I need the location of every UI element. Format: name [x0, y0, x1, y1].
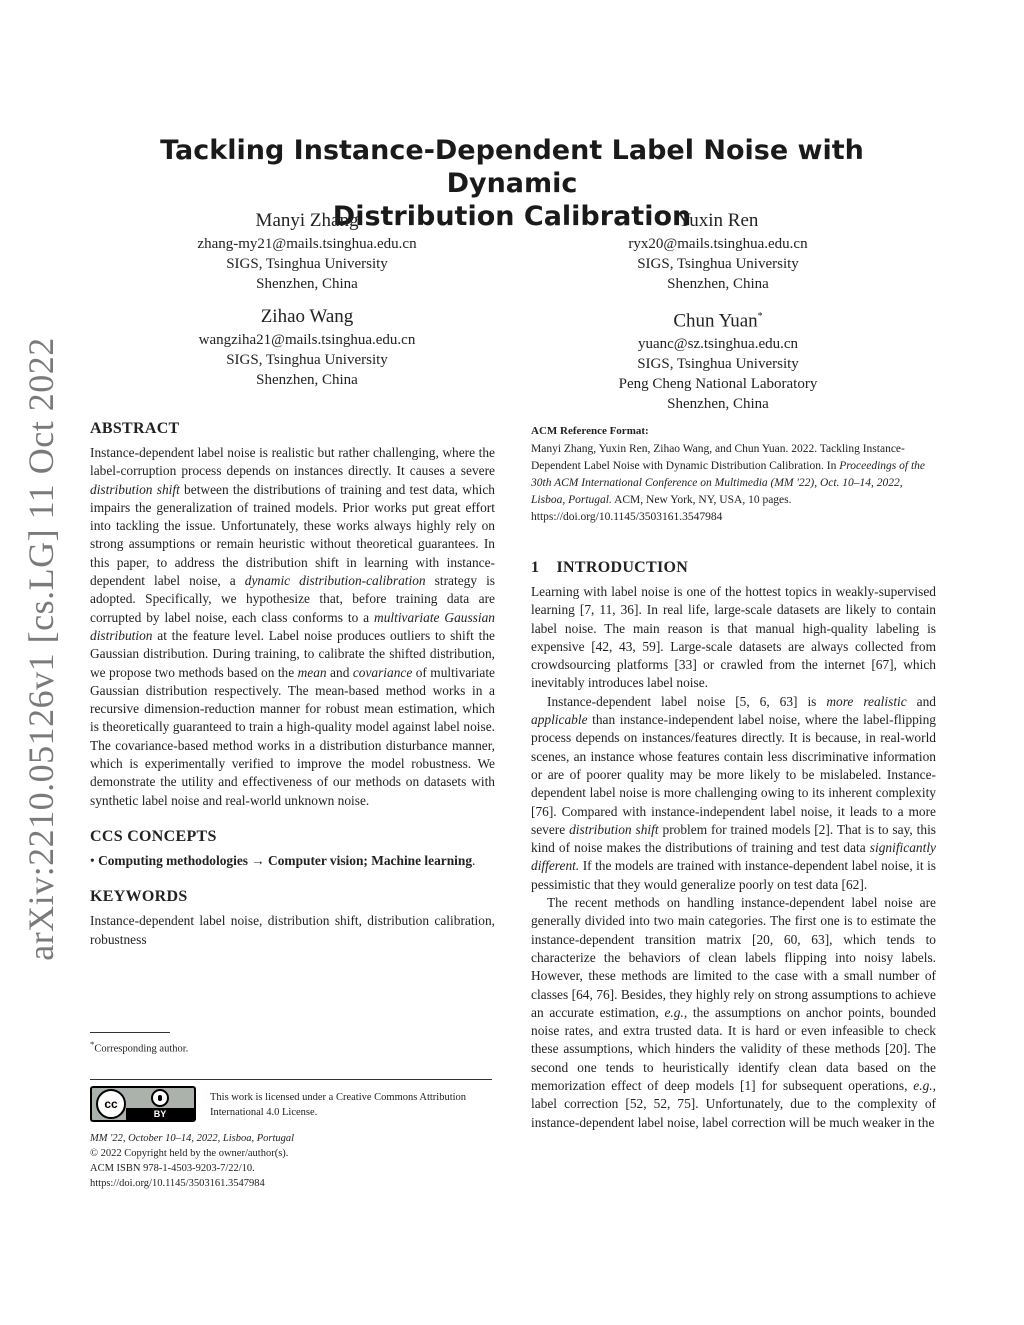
license-text: This work is licensed under a Creative Commons Attribution International 4.0 License. [210, 1092, 467, 1118]
publication-venue: MM '22, October 10–14, 2022, Lisboa, Portugal [90, 1133, 295, 1144]
paragraph-text: , the assumptions on anchor points, bounded noise rates, and extra trusted data. It is hard or even infeasible to check these assumptions, which hinders the validity of these methods [20]. The second one tends to heuristically identify clean data based on the memorization effect of deep models [1] for subsequent operations, [531, 1004, 936, 1094]
publication-isbn: ACM ISBN 978-1-4503-9203-7/22/10. [90, 1163, 255, 1174]
abstract-text: between the distributions of training and test data, which impairs the generalization of trained models. Prior works put great effort into tackling the issue. Unfortunately, these works always highly rely on strong assumptions or remain heuristic without theoretical guarantees. In this paper, to address the distribution shift in learning with instance-dependent label noise, a [90, 481, 495, 589]
author-email: zhang-my21@mails.tsinghua.edu.cn [197, 236, 417, 252]
author-name [568, 304, 868, 334]
cc-by-label: BY [126, 1108, 194, 1120]
abstract-text: of multivariate Gaussian distribution respectively. The mean-based method works in a recursive dimension-reduction manner for robust mean estimation, which is theoretically guaranteed to train a high-quality model against label noise. The covariance-based method works in a distribution disturbance manner, which is experimentally verified to improve the model robustness. We demonstrate the utility and effectiveness of our methods on datasets with synthetic label noise and real-world unknown noise. [90, 664, 495, 808]
author-block-1 [157, 208, 457, 294]
introduction-heading [531, 557, 936, 579]
abstract-heading: ABSTRACT [90, 420, 180, 437]
author-name: Yuxin Ren [677, 210, 759, 231]
right-column [531, 557, 936, 1132]
footnote-rule [90, 1032, 170, 1033]
author-location: Shenzhen, China [667, 276, 769, 292]
author-affiliation-2: Peng Cheng National Laboratory [618, 376, 818, 393]
cc-by-badge [90, 1086, 196, 1122]
intro-paragraph-2 [531, 693, 936, 894]
acm-reference-part: ACM, New York, NY, USA, 10 pages. https://doi.org/10.1145/3503161.3547984 [531, 494, 792, 523]
acm-reference-heading: ACM Reference Format: [531, 425, 649, 437]
cc-by-area [126, 1088, 194, 1120]
abstract-text: and [326, 664, 353, 680]
author-name: Zihao Wang [260, 306, 354, 327]
paragraph-text: , label correction [52, 52, 75]. Unfortunately, due to the complexity of instance-dependent label noise, label correction will be much weaker in the [531, 1078, 936, 1130]
attribution-person-icon [151, 1089, 169, 1107]
footnote-text: Corresponding author. [94, 1043, 189, 1055]
abstract-emphasis: covariance [352, 664, 413, 680]
author-affiliation: SIGS, Tsinghua University [637, 256, 799, 272]
emphasis: e.g. [913, 1078, 933, 1094]
acm-reference-part: Manyi Zhang, Yuxin Ren, Zihao Wang, and Chun Yuan. 2022. Tackling Instance-Dependent Label Noise with Dynamic Distribution Calibration. In [531, 443, 905, 472]
paragraph-text: Instance-dependent label noise [5, 6, 63] is [547, 693, 827, 709]
ccs-heading: CCS CONCEPTS [90, 827, 217, 845]
author-affiliation: SIGS, Tsinghua University [226, 256, 388, 272]
intro-paragraph-1: Learning with label noise is one of the hottest topics in weakly-supervised learning [7, 11, 36]. In real life, large-scale datasets are likely to contain label noise. The main reason is that manual high-quality labeling is expensive [42, 43, 59]. Large-scale datasets are always collected from crowdsourcing platforms [33] or crawled from the internet [67], which inevitably introduces label noise. [531, 584, 936, 691]
author-name: Manyi Zhang [255, 210, 359, 231]
author-affiliation: SIGS, Tsinghua University [637, 356, 799, 373]
author-block-4 [568, 304, 868, 414]
author-location: Shenzhen, China [667, 396, 769, 413]
author-block-2 [568, 208, 868, 294]
bullet: • [90, 852, 95, 868]
title-line-2: Distribution Calibration [332, 201, 692, 232]
keywords-text: Instance-dependent label noise, distribution shift, distribution calibration, robustness [90, 913, 495, 947]
emphasis: more realistic [826, 693, 907, 709]
paragraph-text: If the models are trained with instance-dependent label noise, it is pessimistic that they would generalize poorly on test data [62]. [531, 858, 936, 892]
emphasis: significantly different. [531, 840, 936, 874]
emphasis: applicable [531, 712, 588, 728]
arxiv-identifier: arXiv:2210.05126v1 [cs.LG] 11 Oct 2022 [21, 337, 62, 961]
title-line-1: Tackling Instance-Dependent Label Noise with Dynamic [160, 135, 864, 199]
section-number: 1 [531, 559, 540, 576]
author-location: Shenzhen, China [256, 372, 358, 388]
abstract-emphasis: mean [297, 664, 327, 680]
author-email: yuanc@sz.tsinghua.edu.cn [637, 336, 799, 353]
corresponding-marker: * [757, 311, 763, 322]
author-name-text: Chun Yuan [673, 310, 758, 332]
intro-paragraph-3 [531, 894, 936, 1132]
paragraph-text: problem for trained models [2]. That is to say, this kind of noise makes the distributions of training and test data [531, 821, 937, 856]
publication-copyright: © 2022 Copyright held by the owner/author(s). [90, 1148, 289, 1159]
abstract-emphasis: dynamic distribution-calibration [244, 573, 426, 589]
license-rule [90, 1079, 492, 1080]
abstract-text: Instance-dependent label noise is realistic but rather challenging, where the label-corruption process depends on instances directly. It causes a severe [90, 445, 495, 479]
footnote-marker: * [90, 1039, 95, 1049]
paragraph-text: than instance-independent label noise, where the label-flipping process depends on instances/features directly. It is because, in real-world scenes, an instance whose features contain less discriminative information or are of poorer quality may be more likely to be mislabeled. Instance-dependent label noise is more challenging owing to its inherent complexity [76]. Compared with instance-independent label noise, it leads to a more severe [531, 712, 936, 837]
footnote [90, 1037, 188, 1057]
ccs-end: . [472, 852, 476, 868]
publication-info [90, 1131, 492, 1191]
abstract-text: strategy is adopted. Specifically, we hypothesize that, before training data are corrupted by label noise, each class conforms to a [90, 573, 496, 625]
publication-doi[interactable]: https://doi.org/10.1145/3503161.3547984 [90, 1178, 265, 1189]
left-column [90, 418, 495, 949]
author-affiliation: SIGS, Tsinghua University [226, 352, 388, 368]
acm-reference-text [531, 441, 936, 526]
abstract-body [90, 444, 495, 810]
arxiv-stamp [12, 337, 70, 961]
cc-icon: cc [96, 1089, 126, 1119]
ccs-concepts [90, 852, 495, 870]
abstract-emphasis: multivariate Gaussian distribution [90, 609, 495, 643]
paragraph-text: and [906, 693, 936, 709]
author-email: ryx20@mails.tsinghua.edu.cn [628, 236, 808, 252]
acm-reference-proceedings: Proceedings of the 30th ACM International Conference on Multimedia (MM '22), Oct. 10–14, 2022, Lisboa, Portugal. [531, 460, 926, 506]
abstract-text: at the feature level. Label noise produces outliers to shift the Gaussian distribution. During training, to calibrate the shifted distribution, we propose two methods based on the [90, 627, 495, 680]
emphasis: e.g. [664, 1004, 684, 1020]
author-email: wangziha21@mails.tsinghua.edu.cn [198, 332, 416, 348]
acm-reference [531, 423, 936, 526]
author-location: Shenzhen, China [256, 276, 358, 292]
paragraph-text: The recent methods on handling instance-dependent label noise are generally divided into two main categories. The first one is to estimate the instance-dependent transition matrix [20, 60, 63], which tends to characterize the behaviors of clean labels flipping into noisy labels. However, these methods are limited to the case with a small number of classes [64, 76]. Besides, they highly rely on strong assumptions to achieve an accurate estimation, [531, 895, 936, 1020]
ccs-concept-text: Computing methodologies → Computer vision; Machine learning [98, 852, 473, 868]
author-block-3 [157, 304, 457, 390]
section-title: INTRODUCTION [556, 559, 689, 576]
keywords-heading: KEYWORDS [90, 888, 188, 906]
emphasis: distribution shift [569, 821, 659, 837]
abstract-emphasis: distribution shift [90, 481, 180, 497]
